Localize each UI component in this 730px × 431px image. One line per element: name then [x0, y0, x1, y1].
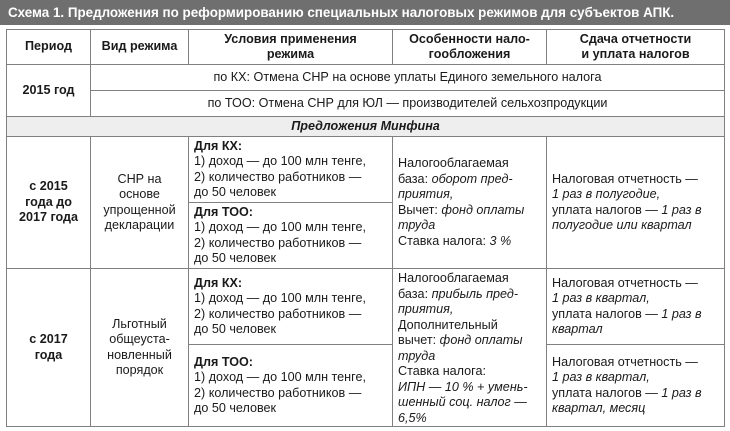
subheader-row: [7, 117, 725, 137]
block1-reporting: Налоговая отчетность — 1 раз в полугодие, уплата налогов — 1 раз в полугодие или квартал: [547, 137, 725, 269]
block2-mode: Льготный общеуста- новленный порядок: [91, 269, 189, 427]
header-mode: Вид режима: [91, 30, 189, 65]
header-period: Период: [7, 30, 91, 65]
block1-conditions-too: Для ТОО: 1) доход — до 100 млн тенге, 2) количество работников — до 50 человек: [189, 203, 393, 269]
row-2015-kh: [7, 65, 725, 91]
block2-reporting-too: Налоговая отчетность — 1 раз в квартал, уплата налогов — 1 раз в квартал, месяц: [547, 345, 725, 427]
row-2015-too: [7, 91, 725, 117]
block2-conditions-kh: Для КХ: 1) доход — до 100 млн тенге, 2) количество работников — до 50 человек: [189, 269, 393, 345]
block2-features: Налогооблагаемая база: прибыль пред- приятия, Дополнительный вычет: фонд оплаты труда Ставка налога: ИПН — 10 % + умень- шенный соц. налог — 6,5%: [393, 269, 547, 427]
row-2015-too-text: по ТОО: Отмена СНР для ЮЛ — производителей сельхозпродукции: [91, 91, 725, 117]
header-conditions: Условия применения режима: [189, 30, 393, 65]
header-reporting: Сдача отчетности и уплата налогов: [547, 30, 725, 65]
block1-features: Налогооблагаемая база: оборот пред- приятия, Вычет: фонд оплаты труда Ставка налога: 3 %: [393, 137, 547, 269]
scheme-title: Схема 1. Предложения по реформированию специальных налоговых режимов для субъектов АПК.: [0, 0, 730, 25]
tax-regimes-table: [6, 29, 725, 427]
block1-row-kh: [7, 137, 725, 203]
block2-conditions-too: Для ТОО: 1) доход — до 100 млн тенге, 2) количество работников — до 50 человек: [189, 345, 393, 427]
block2-reporting-kh: Налоговая отчетность — 1 раз в квартал, уплата налогов — 1 раз в квартал: [547, 269, 725, 345]
block2-period: с 2017 года: [7, 269, 91, 427]
block1-period: с 2015 года до 2017 года: [7, 137, 91, 269]
row-2015-kh-text: по КХ: Отмена СНР на основе уплаты Единого земельного налога: [91, 65, 725, 91]
block1-conditions-kh: Для КХ: 1) доход — до 100 млн тенге, 2) количество работников — до 50 человек: [189, 137, 393, 203]
subheader-minfin: Предложения Минфина: [7, 117, 725, 137]
period-2015: 2015 год: [7, 65, 91, 117]
header-row: [7, 30, 725, 65]
block1-mode: СНР на основе упрощенной декларации: [91, 137, 189, 269]
block2-row-kh: [7, 269, 725, 345]
header-features: Особенности нало- гообложения: [393, 30, 547, 65]
